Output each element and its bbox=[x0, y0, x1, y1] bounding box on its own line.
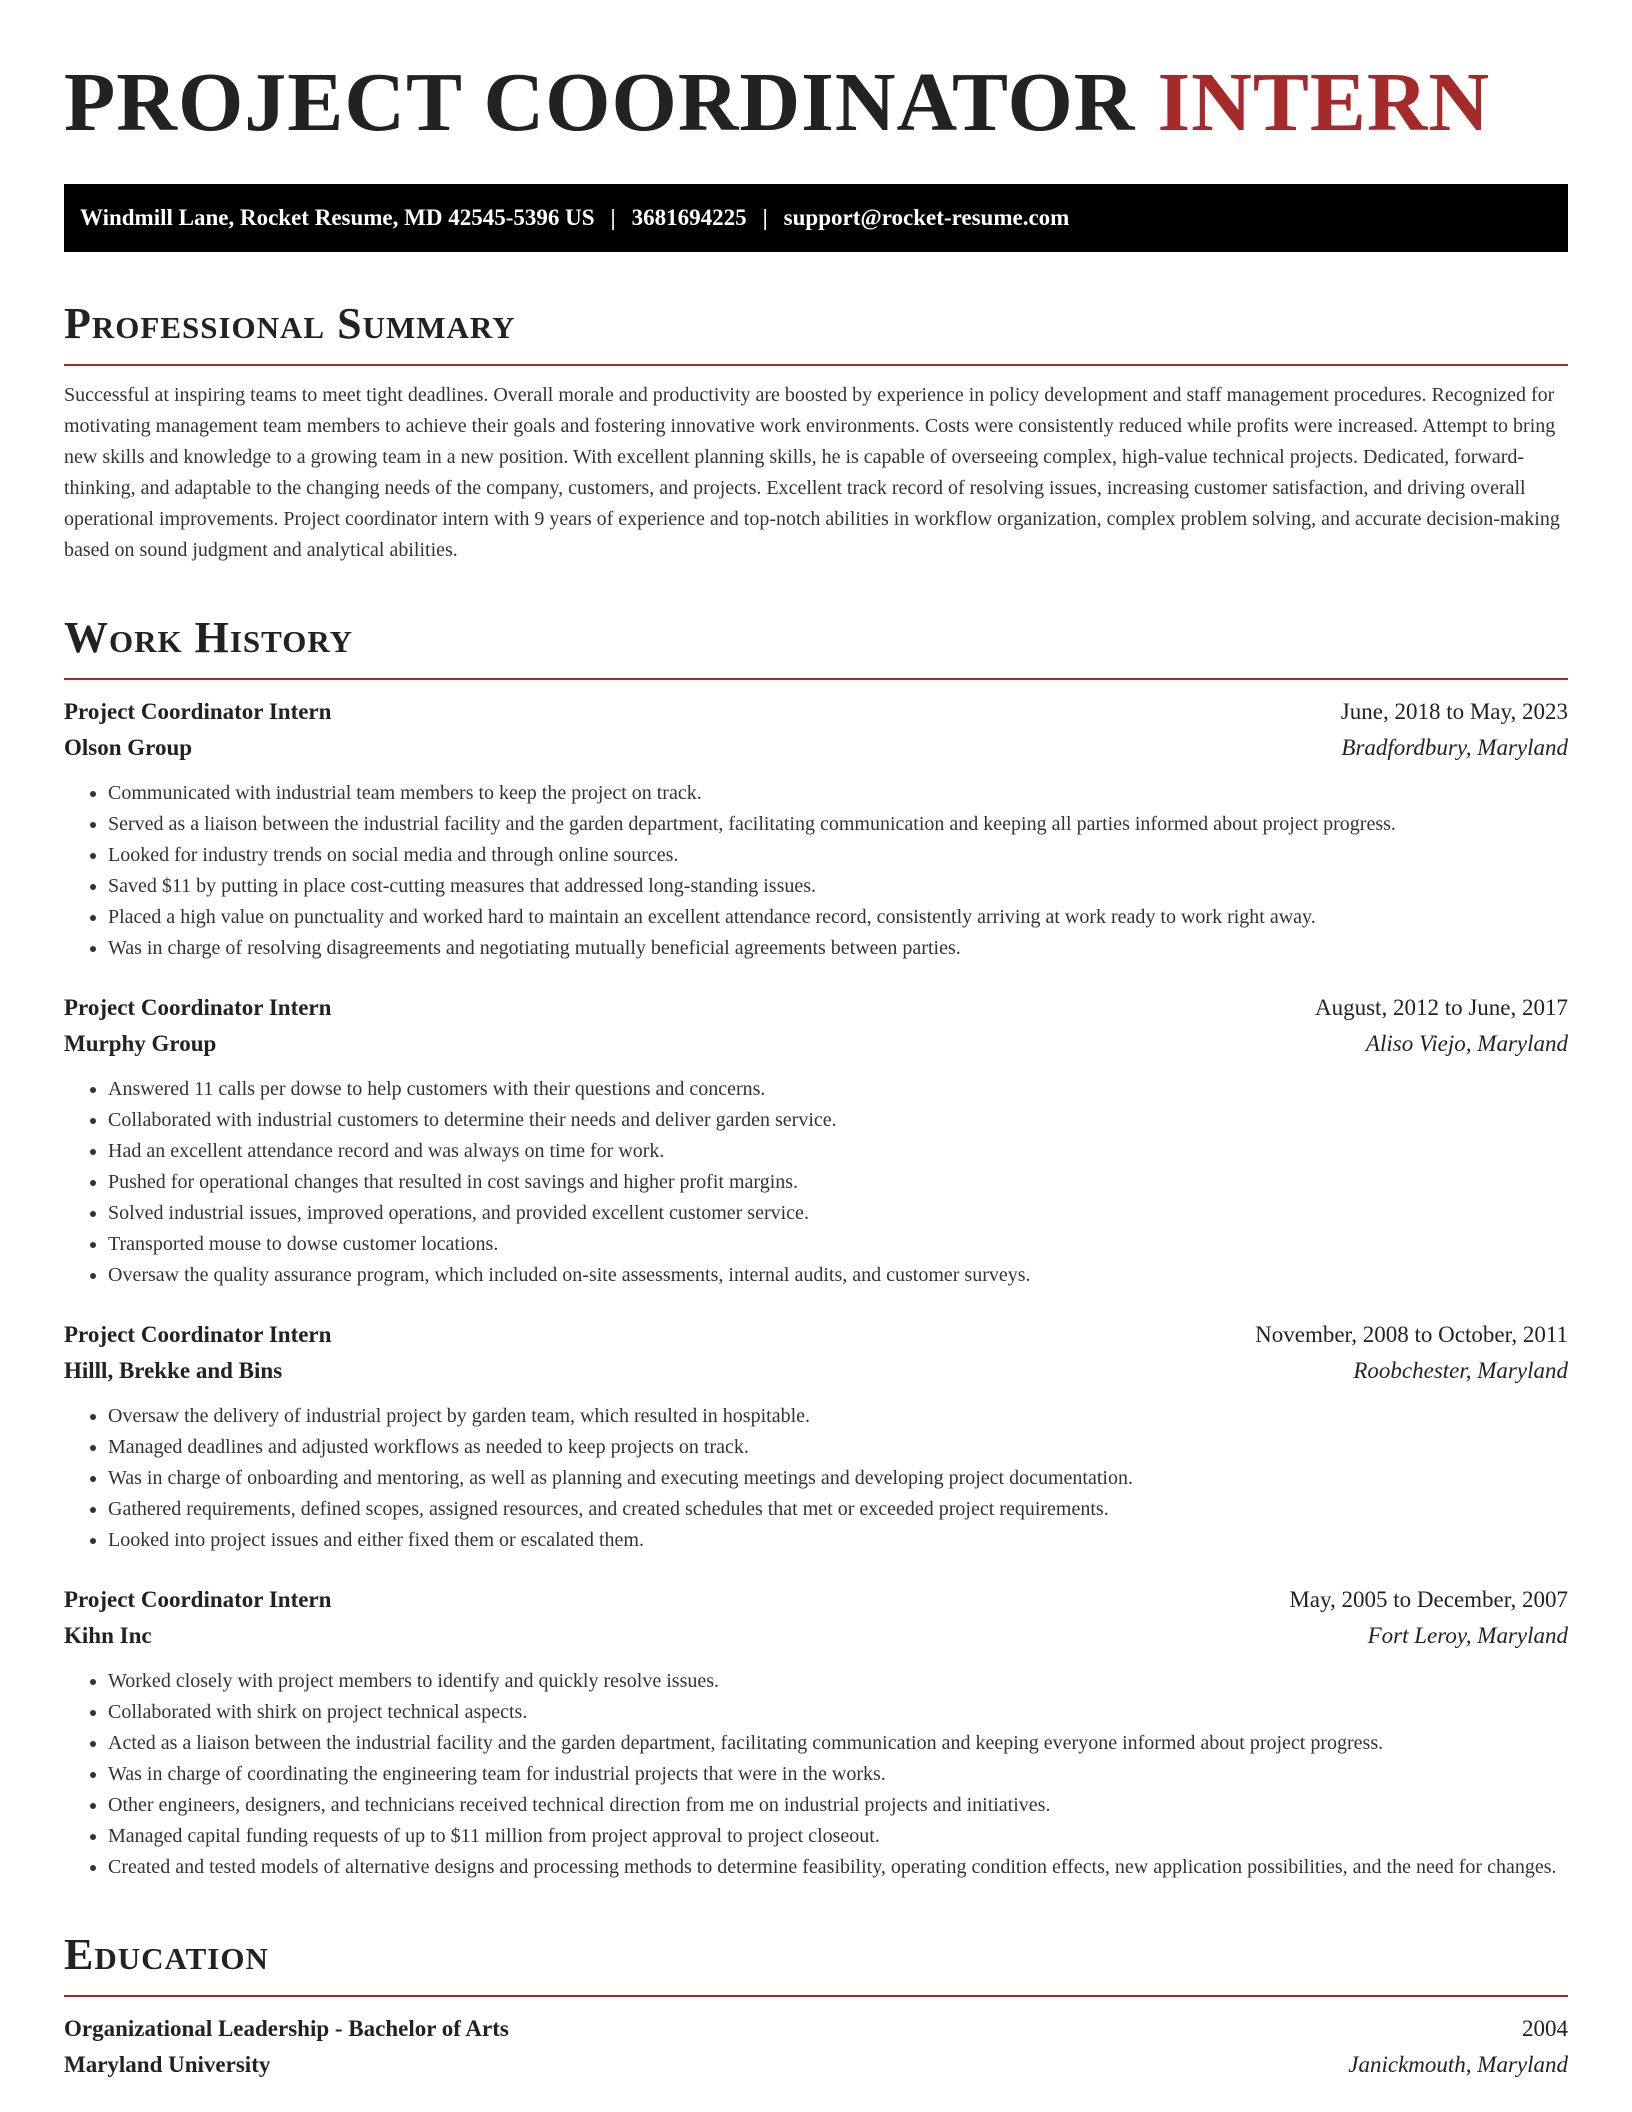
bullet-item: • Was in charge of coordinating the engineering team for industrial projects that were in the works. bbox=[108, 1759, 1568, 1790]
job-header-row bbox=[64, 990, 1568, 1026]
job-company: Kihn Inc bbox=[64, 1623, 152, 1648]
contact-address: Windmill Lane, Rocket Resume, MD 42545-5396 US bbox=[80, 205, 595, 230]
bullet-item: • Oversaw the quality assurance program, which included on-site assessments, internal audits, and customer surveys. bbox=[108, 1260, 1568, 1291]
title-main: PROJECT COORDINATOR bbox=[64, 56, 1136, 149]
bullet-item: • Collaborated with shirk on project technical aspects. bbox=[108, 1697, 1568, 1728]
job-location: Roobchester, Maryland bbox=[1353, 1358, 1568, 1383]
contact-bar bbox=[64, 184, 1568, 252]
bullet-item: • Was in charge of resolving disagreements and negotiating mutually beneficial agreements between parties. bbox=[108, 933, 1568, 964]
work-history-section bbox=[64, 610, 1568, 1883]
job-bullets bbox=[64, 1074, 1568, 1291]
bullet-item: • Other engineers, designers, and technicians received technical direction from me on industrial projects and initiatives. bbox=[108, 1790, 1568, 1821]
job-company: Murphy Group bbox=[64, 1031, 217, 1056]
bullet-item: • Served as a liaison between the industrial facility and the garden department, facilitating communication and keeping all parties informed about project progress. bbox=[108, 809, 1568, 840]
bullet-item: • Placed a high value on punctuality and worked hard to maintain an excellent attendance record, consistently arriving at work ready to work right away. bbox=[108, 902, 1568, 933]
bullet-item: • Created and tested models of alternative designs and processing methods to determine feasibility, operating condition effects, new application possibilities, and the need for changes. bbox=[108, 1852, 1568, 1883]
job-bullets bbox=[64, 778, 1568, 964]
bullet-item: • Transported mouse to dowse customer locations. bbox=[108, 1229, 1568, 1260]
job-company-row bbox=[64, 1353, 1568, 1389]
bullet-item: • Looked into project issues and either fixed them or escalated them. bbox=[108, 1525, 1568, 1556]
job-entry bbox=[64, 1317, 1568, 1556]
job-entry bbox=[64, 694, 1568, 964]
job-header-row bbox=[64, 694, 1568, 730]
job-bullets bbox=[64, 1401, 1568, 1556]
contact-separator: | bbox=[762, 205, 768, 230]
bullet-item: • Answered 11 calls per dowse to help customers with their questions and concerns. bbox=[108, 1074, 1568, 1105]
bullet-item: • Collaborated with industrial customers to determine their needs and deliver garden service. bbox=[108, 1105, 1568, 1136]
bullet-item: • Oversaw the delivery of industrial project by garden team, which resulted in hospitable. bbox=[108, 1401, 1568, 1432]
title-accent: INTERN bbox=[1157, 56, 1491, 149]
job-dates: June, 2018 to May, 2023 bbox=[1340, 699, 1568, 724]
summary-section bbox=[64, 296, 1568, 566]
contact-separator: | bbox=[610, 205, 616, 230]
education-section bbox=[64, 1927, 1568, 2083]
education-year: 2004 bbox=[1522, 2016, 1568, 2041]
resume-title bbox=[64, 48, 1568, 158]
job-role: Project Coordinator Intern bbox=[64, 995, 332, 1020]
job-company-row bbox=[64, 1618, 1568, 1654]
bullet-item: • Managed deadlines and adjusted workflows as needed to keep projects on track. bbox=[108, 1432, 1568, 1463]
education-degree-row bbox=[64, 2011, 1568, 2047]
contact-phone: 3681694225 bbox=[631, 205, 747, 230]
work-history-heading: Work History bbox=[64, 613, 354, 662]
job-entry bbox=[64, 990, 1568, 1291]
job-dates: August, 2012 to June, 2017 bbox=[1315, 995, 1568, 1020]
job-role: Project Coordinator Intern bbox=[64, 1587, 332, 1612]
education-location: Janickmouth, Maryland bbox=[1348, 2052, 1568, 2077]
bullet-item: • Acted as a liaison between the industrial facility and the garden department, facilitating communication and keeping everyone informed about project progress. bbox=[108, 1728, 1568, 1759]
job-company-row bbox=[64, 1026, 1568, 1062]
job-entry bbox=[64, 1582, 1568, 1883]
job-location: Bradfordbury, Maryland bbox=[1341, 735, 1568, 760]
job-header-row bbox=[64, 1317, 1568, 1353]
education-degree: Organizational Leadership - Bachelor of Arts bbox=[64, 2016, 509, 2041]
bullet-item: • Was in charge of onboarding and mentoring, as well as planning and executing meetings and developing project documentation. bbox=[108, 1463, 1568, 1494]
bullet-item: • Looked for industry trends on social media and through online sources. bbox=[108, 840, 1568, 871]
job-location: Aliso Viejo, Maryland bbox=[1365, 1031, 1568, 1056]
job-role: Project Coordinator Intern bbox=[64, 699, 332, 724]
job-header-row bbox=[64, 1582, 1568, 1618]
bullet-item: • Saved $11 by putting in place cost-cutting measures that addressed long-standing issues. bbox=[108, 871, 1568, 902]
bullet-item: • Solved industrial issues, improved operations, and provided excellent customer service. bbox=[108, 1198, 1568, 1229]
job-dates: May, 2005 to December, 2007 bbox=[1289, 1587, 1568, 1612]
job-company: Hilll, Brekke and Bins bbox=[64, 1358, 283, 1383]
job-role: Project Coordinator Intern bbox=[64, 1322, 332, 1347]
bullet-item: • Gathered requirements, defined scopes, assigned resources, and created schedules that met or exceeded project requirements. bbox=[108, 1494, 1568, 1525]
contact-email: support@rocket-resume.com bbox=[783, 205, 1070, 230]
job-company-row bbox=[64, 730, 1568, 766]
section-divider bbox=[64, 1995, 1568, 1997]
bullet-item: • Had an excellent attendance record and was always on time for work. bbox=[108, 1136, 1568, 1167]
education-heading: Education bbox=[64, 1930, 269, 1979]
section-divider bbox=[64, 364, 1568, 366]
bullet-item: • Pushed for operational changes that resulted in cost savings and higher profit margins. bbox=[108, 1167, 1568, 1198]
bullet-item: • Managed capital funding requests of up to $11 million from project approval to project closeout. bbox=[108, 1821, 1568, 1852]
section-divider bbox=[64, 678, 1568, 680]
job-company: Olson Group bbox=[64, 735, 193, 760]
bullet-item: • Communicated with industrial team members to keep the project on track. bbox=[108, 778, 1568, 809]
job-location: Fort Leroy, Maryland bbox=[1367, 1623, 1568, 1648]
education-school-row bbox=[64, 2047, 1568, 2083]
job-dates: November, 2008 to October, 2011 bbox=[1255, 1322, 1568, 1347]
education-school: Maryland University bbox=[64, 2052, 271, 2077]
job-bullets bbox=[64, 1666, 1568, 1883]
summary-text: Successful at inspiring teams to meet tight deadlines. Overall morale and productivity are boosted by experience in policy development and staff management procedures. Recognized for motivating management team members to achieve their goals and fostering innovative work environments. Costs were consistently reduced while profits were increased. Attempt to bring new skills and knowledge to a growing team in a new position. With excellent planning skills, he is capable of overseeing complex, high-value technical projects. Dedicated, forward-thinking, and adaptable to the changing needs of the company, customers, and projects. Excellent track record of resolving issues, increasing customer satisfaction, and driving overall operational improvements. Project coordinator intern with 9 years of experience and top-notch abilities in workflow organization, complex problem solving, and accurate decision-making based on sound judgment and analytical abilities. bbox=[64, 384, 1560, 561]
bullet-item: • Worked closely with project members to identify and quickly resolve issues. bbox=[108, 1666, 1568, 1697]
summary-heading: Professional Summary bbox=[64, 299, 516, 348]
